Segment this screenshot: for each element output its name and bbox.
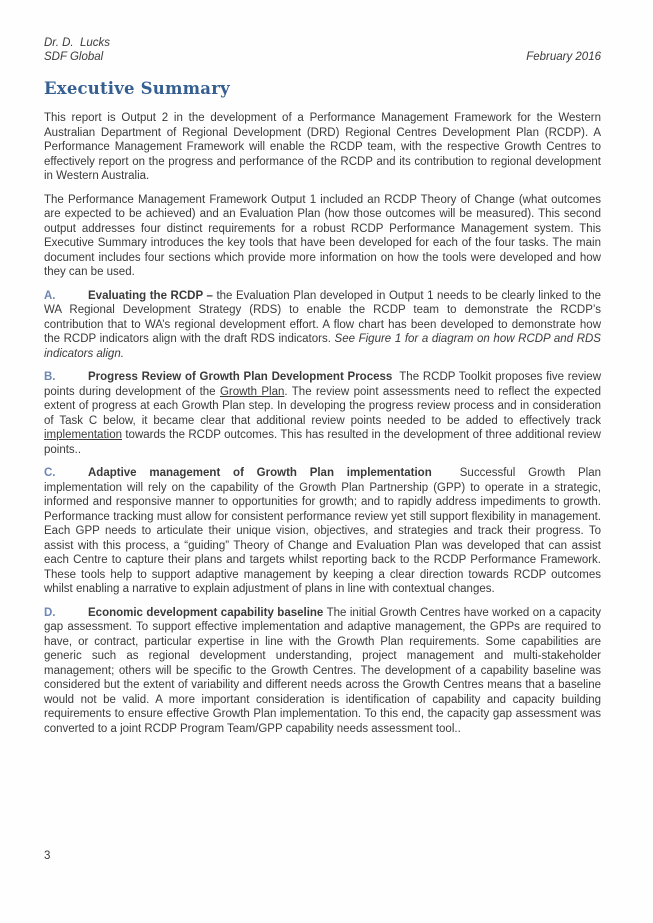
text-run: See Figure 1 for a diagram on how RCDP and RDS indicators align. bbox=[44, 333, 601, 360]
text-run: towards the RCDP outcomes. This has resulted in the development of three additional review points.. bbox=[44, 429, 601, 456]
document-date: February 2016 bbox=[526, 51, 601, 63]
header-author-block bbox=[44, 36, 110, 64]
text-run: The Performance Management Framework Output 1 included an RCDP Theory of Change (what outcomes are expected to be achieved) and an Evaluation Plan (how those outcomes will be measured). This second output addresses four distinct requirements for a robust RCDP Performance Management system. This Executive Summary introduces the key tools that have been developed for each of the four tasks. The main document includes four sections which provide more information on how the tools were developed and how they can be used. bbox=[44, 193, 601, 278]
document-header bbox=[44, 36, 601, 64]
text-run: Economic development capability baseline bbox=[88, 606, 324, 619]
paragraph bbox=[44, 370, 601, 457]
page-title: Executive Summary bbox=[44, 79, 230, 98]
text-run: . The review point assessments need to reflect the expected extent of progress at each Growth Plan step. In developing the progress review process and in consideration of Task C below, it became clear that additional review points needed to be added to effectively track bbox=[44, 385, 602, 427]
text-run: the Evaluation Plan developed in Output 1 needs to be clearly linked to the WA Regional Development Strategy (RDS) to enable the RCDP team to demonstrate the RCDP’s contribution that to WA’s regional development effort. A flow chart has been developed to demonstrate how the RCDP indicators align with the draft RDS indicators. bbox=[44, 289, 601, 345]
section-letter: D. bbox=[44, 606, 56, 619]
paragraph bbox=[44, 466, 601, 597]
section-letter: C. bbox=[44, 467, 56, 479]
paragraph bbox=[44, 193, 601, 280]
text-run: Progress Review of Growth Plan Development Process bbox=[88, 371, 393, 383]
author-name: Dr. D. Lucks bbox=[44, 37, 111, 49]
section-letter: A. bbox=[44, 289, 56, 302]
text-run: The RCDP Toolkit proposes five review points during development of the bbox=[44, 371, 601, 398]
text-run: The initial Growth Centres have worked on a capacity gap assessment. To support effective implementation and adaptive management, the GPPs are required to have, or contract, particular expertise in line with the Growth Plan requirements. Some capabilities are generic such as regional development understanding, project management and multi-stakeholder management; others will be specific to the Growth Centres. The development of a capability baseline was considered but the extent of variability and different needs across the Growth Centres means that a baseline would not be valid. A more important consideration is identification of capability and capacity building requirements to ensure effective Growth Plan implementation. To this end, the capacity gap assessment was converted to a joint RCDP Program Team/GPP capability needs assessment tool.. bbox=[44, 606, 601, 735]
text-run: Evaluating the RCDP – bbox=[88, 289, 217, 302]
section-letter: B. bbox=[44, 371, 56, 383]
paragraph bbox=[44, 606, 601, 737]
page-number: 3 bbox=[44, 850, 51, 862]
text-run: Growth Plan bbox=[219, 385, 285, 398]
text-run: Adaptive management of Growth Plan implementation bbox=[88, 467, 432, 479]
document-body bbox=[44, 111, 601, 736]
text-run: Successful Growth Plan implementation will rely on the capability of the Growth Plan Partnership (GPP) to operate in a strategic, informed and responsive manner to opportunities for growth; and to rapidly address impediments to growth. Performance tracking must allow for consistent performance review yet still support flexibility in management. Each GPP needs to articulate their unique vision, objectives, and strategies and track their progress. To assist with this process, a “guiding” Theory of Change and Evaluation Plan was developed that can assist each Centre to capture their plans and targets whilst reporting back to the RCDP Performance Framework. These tools help to support adaptive management by keeping a clear direction towards RCDP outcomes whilst enabling a narrative to explain adjustment of plans in line with contextual changes. bbox=[44, 467, 601, 595]
text-run: implementation bbox=[44, 429, 122, 441]
paragraph bbox=[44, 111, 601, 184]
paragraph bbox=[44, 289, 601, 362]
text-run: This report is Output 2 in the development of a Performance Management Framework for the Western Australian Department of Regional Development (DRD) Regional Centres Development Plan (RCDP). A Performance Management Framework will enable the RCDP team, with the respective Growth Centres to effectively report on the progress and performance of the RCDP and its contribution to regional development in Western Australia. bbox=[44, 112, 601, 182]
organization-name: SDF Global bbox=[44, 51, 104, 63]
